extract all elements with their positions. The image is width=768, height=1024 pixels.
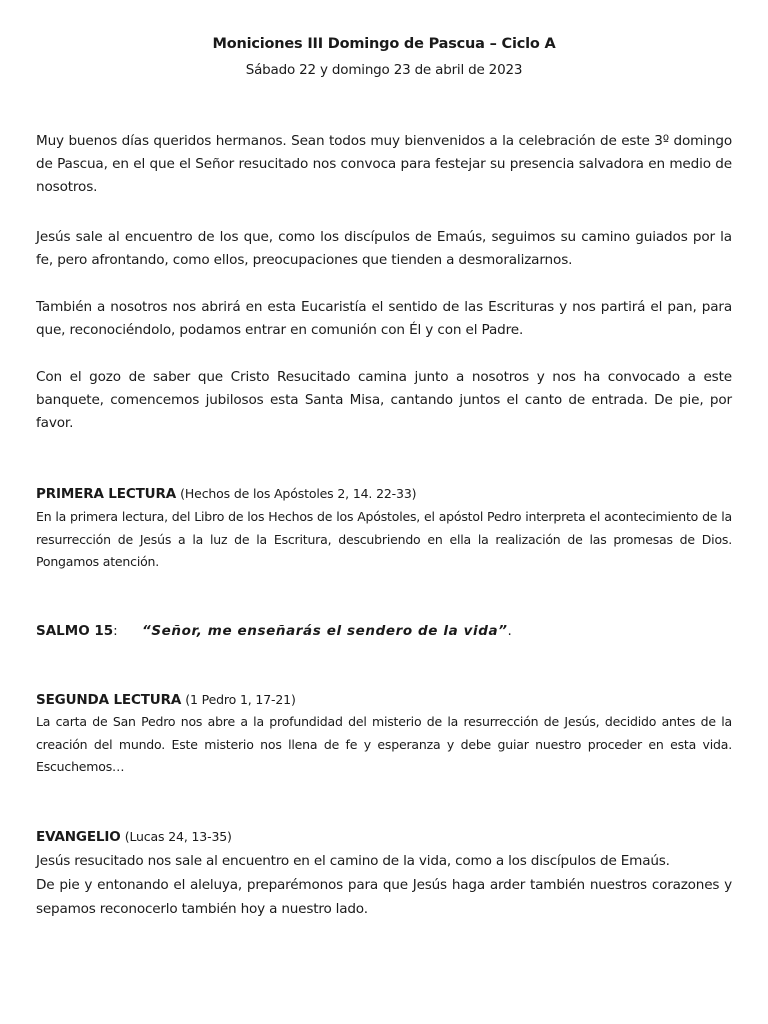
segunda-lectura-text: La carta de San Pedro nos abre a la profundidad del misterio de la resurrección de Jesús, decidido antes de la creación del mundo. Este misterio nos llena de fe y esperanza y debe guiar nuestro proceder en esta vida. Escuchemos… — [36, 714, 732, 774]
document-date: Sábado 22 y domingo 23 de abril de 2023 — [245, 62, 523, 78]
primera-lectura-text: En la primera lectura, del Libro de los Hechos de los Apóstoles, el apóstol Pedro interpreta el acontecimiento de la resurrección de Jesús a la luz de la Escritura, descubriendo en ella la realización de las promesas de Dios. Pongamos atención. — [36, 509, 732, 569]
salmo-end: . — [507, 623, 512, 639]
evangelio-reference: (Lucas 24, 13-35) — [124, 829, 232, 844]
evangelio-heading — [36, 826, 732, 848]
salmo-response: “Señor, me enseñarás el sendero de la vida” — [142, 623, 508, 639]
salmo-label: SALMO 15 — [36, 623, 114, 639]
salmo-line — [36, 620, 732, 642]
intro-paragraph-4: Con el gozo de saber que Cristo Resucitado camina junto a nosotros y nos ha convocado a este banquete, comencemos jubilosos esta Santa Misa, cantando juntos el canto de entrada. De pie, por favor. — [36, 369, 732, 431]
intro-paragraph-1: Muy buenos días queridos hermanos. Sean todos muy bienvenidos a la celebración de este 3º domingo de Pascua, en el que el Señor resucitado nos convoca para festejar su presencia salvadora en medio de nosotros. — [36, 133, 732, 195]
document-title: Moniciones III Domingo de Pascua – Ciclo A — [212, 36, 556, 52]
segunda-lectura-reference: (1 Pedro 1, 17-21) — [185, 692, 296, 707]
segunda-lectura-heading — [36, 689, 732, 711]
intro-paragraph-2: Jesús sale al encuentro de los que, como los discípulos de Emaús, seguimos su camino guiados por la fe, pero afrontando, como ellos, preocupaciones que tienden a desmoralizarnos. — [36, 229, 732, 268]
evangelio-label: EVANGELIO — [36, 829, 121, 845]
primera-lectura-reference: (Hechos de los Apóstoles 2, 14. 22-33) — [180, 486, 417, 501]
salmo-separator: : — [113, 623, 118, 639]
primera-lectura-heading — [36, 483, 732, 505]
primera-lectura-label: PRIMERA LECTURA — [36, 486, 177, 502]
intro-paragraph-3: También a nosotros nos abrirá en esta Eucaristía el sentido de las Escrituras y nos partirá el pan, para que, reconociéndolo, podamos entrar en comunión con Él y con el Padre. — [36, 299, 732, 338]
evangelio-text-2: De pie y entonando el aleluya, preparémonos para que Jesús haga arder también nuestros corazones y sepamos reconocerlo también hoy a nuestro lado. — [36, 877, 732, 917]
segunda-lectura-label: SEGUNDA LECTURA — [36, 692, 182, 708]
evangelio-text-1: Jesús resucitado nos sale al encuentro en el camino de la vida, como a los discípulos de Emaús. — [36, 853, 670, 869]
